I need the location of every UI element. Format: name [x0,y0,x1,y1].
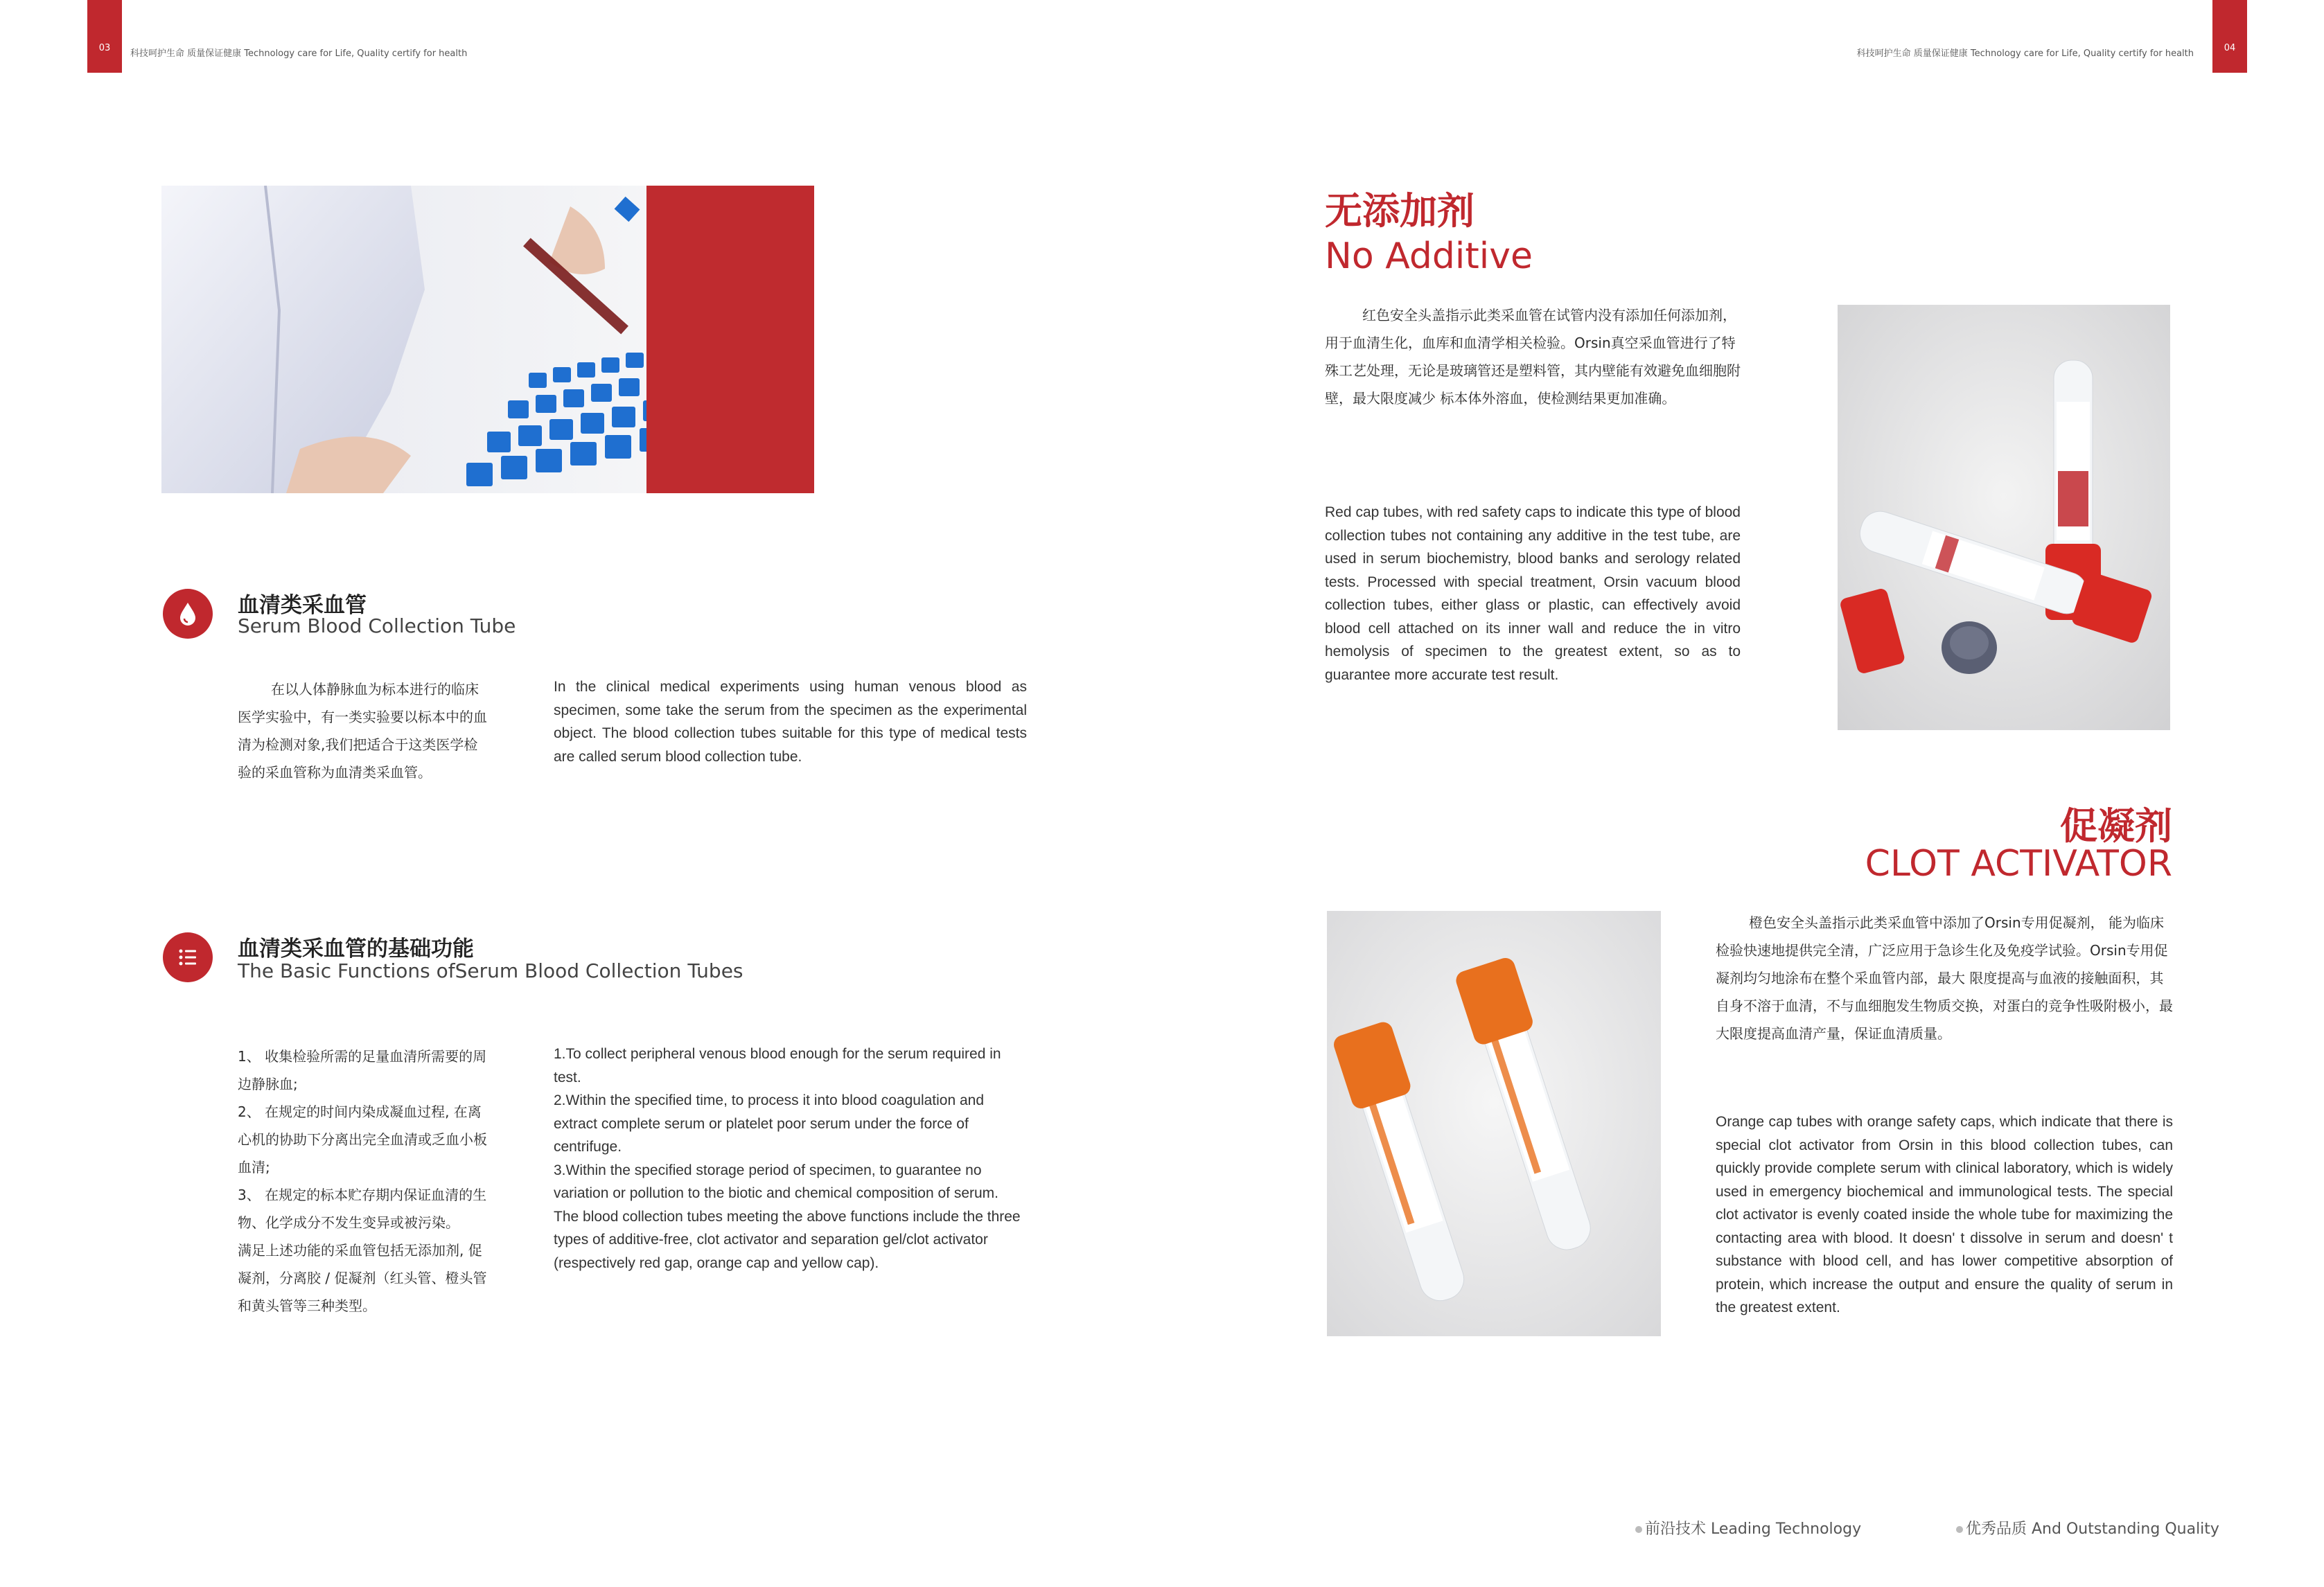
footer-leading-technology [1635,1517,1861,1539]
clot-activator-body-cn: 橙色安全头盖指示此类采血管中添加了Orsin专用促凝剂， 能为临床检验快速地提供完全清，广泛应用于急诊生化及免疫学试验。Orsin专用促凝剂均匀地涂布在整个采血管内部，最大 限度提高与血液的接触面积，其自身不溶于血清，不与血细胞发生物质交换，对蛋白的竞争性吸附极小，最大限度提高血清产量，保证血清质量。 [1716,914,2173,1042]
right-header-tagline: 科技呵护生命 质量保证健康 Technology care for Life, Quality certify for health [1856,48,2194,59]
bullet-dot-icon [1635,1526,1642,1533]
left-header-tagline: 科技呵护生命 质量保证健康 Technology care for Life, Quality certify for health [130,48,468,59]
bullet-dot-icon [1956,1526,1963,1533]
section-title-en: Serum Blood Collection Tube [238,614,516,637]
blood-drop-icon [163,589,213,639]
footer-outstanding-quality [1956,1517,2219,1539]
section1-body-cn: 在以人体静脉血为标本进行的临床医学实验中，有一类实验要以标本中的血清为检测对象,我们把适合于这类医学检验的采血管称为血清类采血管。 [238,681,487,781]
red-cap-tubes-photo [1838,305,2170,730]
left-page-number: 03 [98,43,111,53]
clot-activator-body-en: Orange cap tubes with orange safety caps, which indicate that there is special clot activator from Orsin in this blood collection tubes, can quickly provide complete serum with clinical laboratory, which is widely used in emergency biochemical and immunological tests. The special clot activator is evenly coated inside the whole tube for maximizing the contacting area with blood. It doesn' t dissolve in serum and doesn' t substance with blood cell, and has lower competitive absorption of protein, which increase the output and ensure the quality of serum in the greatest extent. [1716,1114,2173,1315]
right-page-tab [2212,0,2247,73]
no-additive-title-cn: 无添加剂 [1325,189,1474,233]
clot-activator-title-en: CLOT ACTIVATOR [1865,843,2172,885]
no-additive-body-en: Red cap tubes, with red safety caps to indicate this type of blood collection tubes not containing any additive in the test tube, are used in serum biochemistry, blood banks and serology related tests. Processed with special treatment, Orsin vacuum blood collection tubes, either glass or plastic, can effectively avoid blood cell attached on its inner wall and reduce the in vitro hemolysis of specimen to the greatest extent, so as to guarantee more accurate test result. [1325,504,1741,683]
no-additive-body-cn: 红色安全头盖指示此类采血管在试管内没有添加任何添加剂，用于血清生化，血库和血清学相关检验。Orsin真空采血管进行了特殊工艺处理，无论是玻璃管还是塑料管，其内壁能有效避免血细胞附壁，最大限度减少 标本体外溶血，使检测结果更加准确。 [1325,307,1741,407]
section2-body-cn: 1、 收集检验所需的足量血清所需要的周边静脉血; 2、 在规定的时间内染成凝血过程, 在离心机的协助下分离出完全血清或乏血小板血清; 3、 在规定的标本贮存期内保证血清的生物、化学成分不发生变异或被污染。 满足上述功能的采血管包括无添加剂, 促凝剂，分离胶 / 促凝剂（红头管、橙头管和黄头管等三种类型。 [238,1048,487,1314]
list-icon [163,932,213,982]
section-title-cn: 血清类采血管 [238,593,367,618]
no-additive-title-en: No Additive [1325,236,1533,277]
lab-hero-photo [161,186,814,493]
clot-activator-title-cn: 促凝剂 [2060,804,2172,848]
footer-item1-text: 前沿技术 Leading Technology [1645,1520,1862,1538]
section2-title-cn: 血清类采血管的基础功能 [238,937,474,961]
left-page-tab [87,0,122,73]
footer-item2-text: 优秀品质 And Outstanding Quality [1966,1520,2219,1538]
section2-body-en: 1.To collect peripheral venous blood enough for the serum required in test. 2.Within the specified time, to process it into blood coagulation and extract complete serum or platelet poor serum under the force of centrifuge. 3.Within the specified storage period of specimen, to guarantee no variation or pollution to the biotic and chemical composition of serum. The blood collection tubes meeting the above functions include the three types of additive-free, clot activator and separation gel/clot activator (respectively red gap, orange cap and yellow cap). [554,1046,1021,1271]
section1-body-en: In the clinical medical experiments using human venous blood as specimen, some take the serum from the specimen as the experimental object. The blood collection tubes suitable for this type of medical tests are called serum blood collection tube. [554,679,1027,765]
orange-cap-tubes-photo [1327,911,1661,1336]
right-page-number: 04 [2224,43,2236,53]
section2-title-en: The Basic Functions ofSerum Blood Collection Tubes [238,959,743,982]
